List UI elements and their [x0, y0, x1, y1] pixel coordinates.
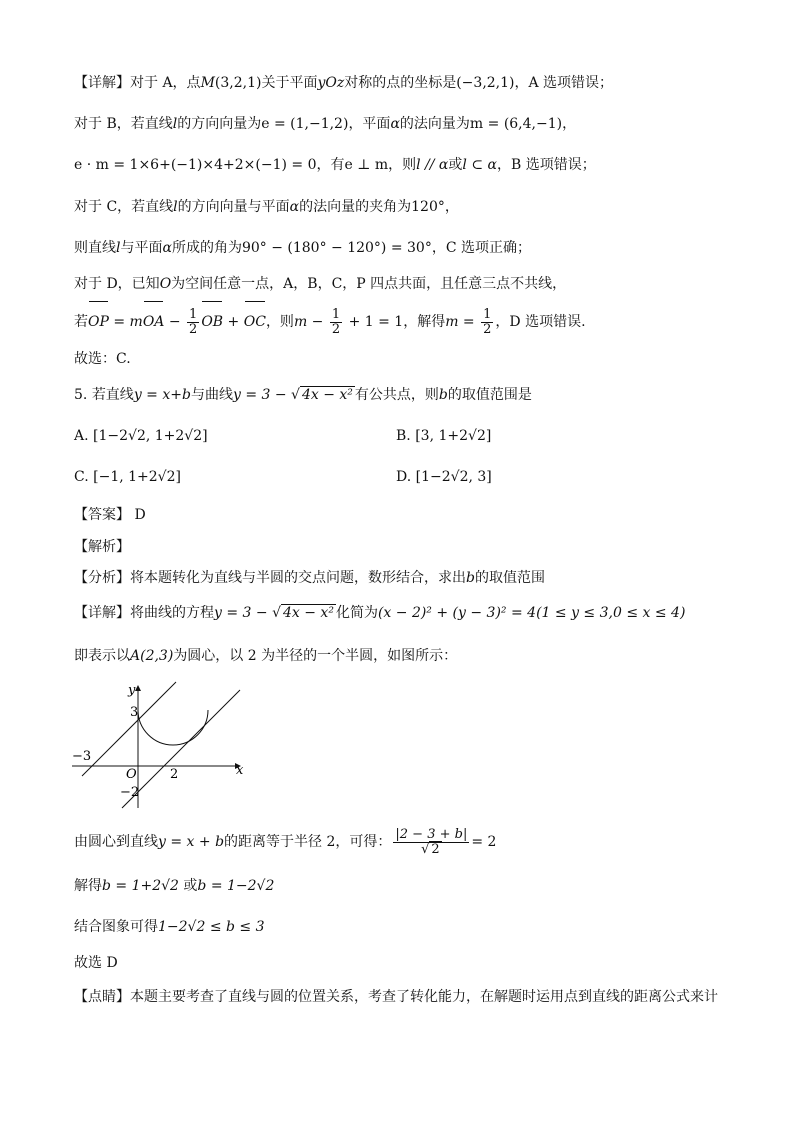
line-2: 对于 B，若直线l的方向向量为e = (1,−1,2)，平面α的法向量为m = (6,4,−1)， [74, 116, 577, 132]
line-1: 【详解】对于 A，点M(3,2,1)关于平面yOz对称的点的坐标是(−3,2,1)，A 选项错误； [74, 75, 614, 91]
label-m3: −3 [72, 749, 92, 764]
label-2: 2 [170, 767, 179, 782]
label-m2: −2 [120, 785, 140, 800]
question-5: 5. 若直线y = x+b与曲线y = 3 − √ 4x − x² 有公共点，则b的取值范围是 [74, 387, 532, 403]
comment-line: 【点睛】本题主要考查了直线与圆的位置关系，考查了转化能力，在解题时运用点到直线的距离公式来计 [74, 989, 718, 1005]
semicircle-curve [138, 710, 208, 745]
line-lower [122, 690, 240, 808]
analysis-heading: 【解析】 [74, 539, 130, 555]
distance-line: 由圆心到直线y = x + b的距离等于半径 2，可得： $\frac{|2 - 3 + b|}{√ 2}$ = 2 [74, 826, 497, 857]
choose-line: 故选 D [74, 955, 118, 971]
option-c: C. [−1, 1+2√2] [74, 469, 181, 485]
combine-line: 结合图象可得1−2√2 ≤ b ≤ 3 [74, 919, 265, 935]
label-y: y [128, 683, 136, 698]
line-4: 对于 C，若直线l的方向向量与平面α的法向量的夹角为120°， [74, 199, 459, 215]
label-3: 3 [130, 705, 139, 720]
line-7: 若OP = mOA − $\frac{1}{2}$ OB + OC，则m − $\frac{1}{2}$ + 1 = 1，解得m = $\frac{1}{2}$ ，D 选项错误. [74, 304, 586, 340]
line-5: 则直线l与平面α所成的角为90° − (180° − 120°) = 30°，C 选项正确； [74, 240, 532, 256]
line-6: 对于 D，已知O为空间任意一点，A，B，C，P 四点共面，且任意三点不共线， [74, 276, 567, 292]
line-3: e · m = 1×6+(−1)×4+2×(−1) = 0，有e ⊥ m，则l // α或l ⊂ α，B 选项错误； [74, 157, 596, 173]
label-x: x [236, 763, 244, 778]
semicircle-line: 即表示以A(2,3)为圆心，以 2 为半径的一个半圆，如图所示： [74, 648, 458, 664]
line-8: 故选：C. [74, 351, 131, 367]
solution-line: 解得b = 1+2√2 或b = 1−2√2 [74, 878, 275, 894]
answer-line: 【答案】 D [74, 507, 146, 523]
semicircle-figure [70, 680, 260, 815]
label-o: O [126, 767, 137, 782]
detail-line: 【详解】将曲线的方程y = 3 − √ 4x − x² 化简为(x − 2)² + (y − 3)² = 4(1 ≤ y ≤ 3,0 ≤ x ≤ 4) [74, 605, 686, 621]
option-b: B. [3, 1+2√2] [396, 428, 492, 444]
analysis-line: 【分析】将本题转化为直线与半圆的交点问题，数形结合，求出b的取值范围 [74, 570, 545, 586]
option-d: D. [1−2√2, 3] [396, 469, 492, 485]
option-a: A. [1−2√2, 1+2√2] [74, 428, 208, 444]
